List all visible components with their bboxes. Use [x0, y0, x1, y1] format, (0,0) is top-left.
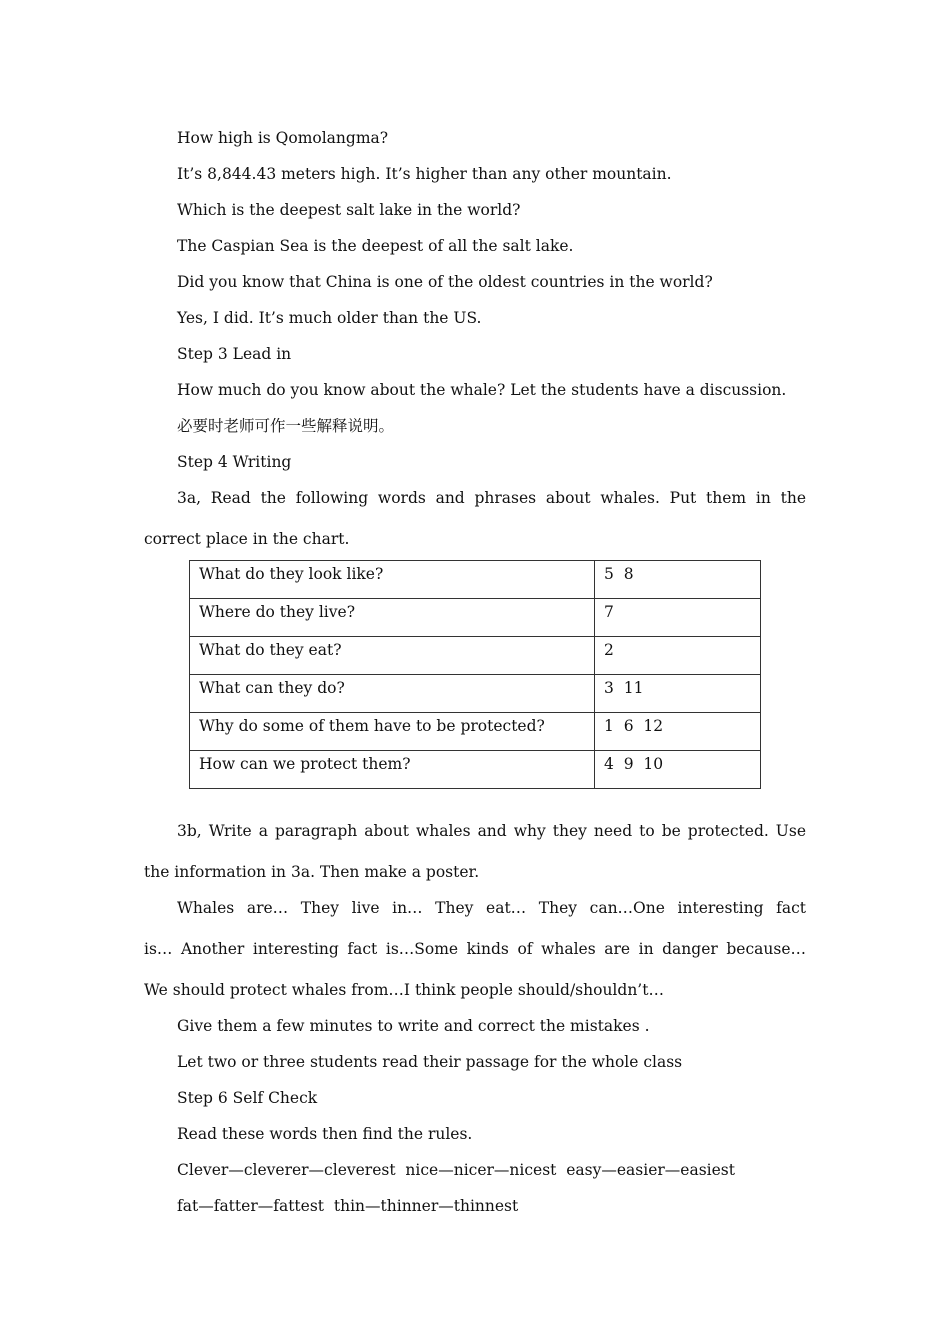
word-forms-line: fat—fatter—fattest thin—thinner—thinnest — [177, 1197, 519, 1215]
table-row — [190, 637, 761, 675]
question-cell: What do they look like? — [190, 561, 595, 599]
writing-frame-line: is… Another interesting fact is…Some kinds of whales are in danger because… — [144, 940, 806, 958]
text-line: Give them a few minutes to write and correct the mistakes . — [177, 1017, 650, 1035]
numbers-cell: 7 — [595, 599, 761, 637]
numbers-cell: 4 9 10 — [595, 751, 761, 789]
question-cell: Why do some of them have to be protected? — [190, 713, 595, 751]
table-row — [190, 561, 761, 599]
table-row — [190, 713, 761, 751]
task-3a-instruction: 3a, Read the following words and phrases about whales. Put them in the — [177, 489, 806, 507]
question-cell: What can they do? — [190, 675, 595, 713]
text-line-chinese: 必要时老师可作一些解释说明。 — [177, 417, 395, 435]
task-3b-instruction: 3b, Write a paragraph about whales and why they need to be protected. Use — [177, 822, 806, 840]
writing-frame-line: We should protect whales from…I think people should/shouldn’t… — [144, 981, 664, 999]
text-line: Let two or three students read their passage for the whole class — [177, 1053, 683, 1071]
word-forms-line: Clever—cleverer—cleverest nice—nicer—nicest easy—easier—easiest — [177, 1161, 735, 1179]
text-line: Which is the deepest salt lake in the world? — [177, 201, 521, 219]
table-row — [190, 751, 761, 789]
text-line: How high is Qomolangma? — [177, 129, 389, 147]
step-heading: Step 6 Self Check — [177, 1089, 318, 1107]
text-line: Yes, I did. It’s much older than the US. — [177, 309, 482, 327]
numbers-cell: 5 8 — [595, 561, 761, 599]
text-line: The Caspian Sea is the deepest of all the salt lake. — [177, 237, 574, 255]
table-row — [190, 675, 761, 713]
task-3a-instruction-cont: correct place in the chart. — [144, 530, 350, 548]
table-row — [190, 599, 761, 637]
numbers-cell: 1 6 12 — [595, 713, 761, 751]
task-3b-instruction-cont: the information in 3a. Then make a poster. — [144, 863, 480, 881]
numbers-cell: 3 11 — [595, 675, 761, 713]
question-cell: Where do they live? — [190, 599, 595, 637]
text-line: Read these words then find the rules. — [177, 1125, 473, 1143]
question-cell: How can we protect them? — [190, 751, 595, 789]
question-cell: What do they eat? — [190, 637, 595, 675]
step-heading: Step 3 Lead in — [177, 345, 292, 363]
whale-chart-table — [189, 560, 761, 789]
text-line: How much do you know about the whale? Let the students have a discussion. — [177, 381, 787, 399]
text-line: Did you know that China is one of the oldest countries in the world? — [177, 273, 713, 291]
step-heading: Step 4 Writing — [177, 453, 292, 471]
writing-frame-line: Whales are… They live in… They eat… They can…One interesting fact — [177, 899, 806, 917]
text-line: It’s 8,844.43 meters high. It’s higher than any other mountain. — [177, 165, 672, 183]
numbers-cell: 2 — [595, 637, 761, 675]
